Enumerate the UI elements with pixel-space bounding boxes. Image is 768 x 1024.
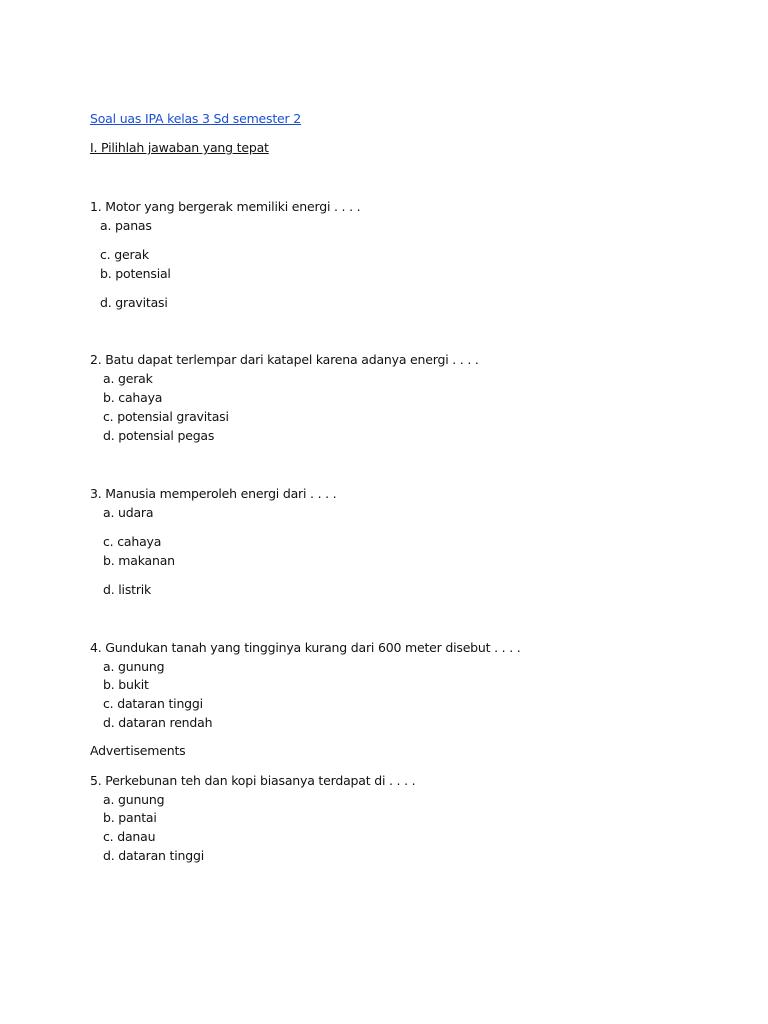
question-5-option-4: d. dataran tinggi <box>103 848 204 863</box>
question-5-option-1: a. gunung <box>103 792 165 807</box>
question-2-option-1: a. gerak <box>103 371 153 386</box>
question-2-option-2: b. cahaya <box>103 390 163 405</box>
question-4-option-3: c. dataran tinggi <box>103 696 203 711</box>
question-4-option-2: b. bukit <box>103 677 149 692</box>
question-1-option-3: b. potensial <box>100 266 171 281</box>
question-2: 2. Batu dapat terlempar dari katapel karena adanya energi . . . . <box>90 352 479 367</box>
question-5: 5. Perkebunan teh dan kopi biasanya terdapat di . . . . <box>90 773 416 788</box>
question-3-option-1: a. udara <box>103 505 154 520</box>
question-2-option-3: c. potensial gravitasi <box>103 409 229 424</box>
document-title-link[interactable]: Soal uas IPA kelas 3 Sd semester 2 <box>90 111 302 126</box>
question-4-option-1: a. gunung <box>103 659 165 674</box>
question-5-option-3: c. danau <box>103 829 156 844</box>
question-2-option-4: d. potensial pegas <box>103 428 215 443</box>
question-1-option-1: a. panas <box>100 218 152 233</box>
question-4: 4. Gundukan tanah yang tingginya kurang dari 600 meter disebut . . . . <box>90 640 521 655</box>
instruction-heading: I. Pilihlah jawaban yang tepat <box>90 140 269 155</box>
question-3-option-2: c. cahaya <box>103 534 162 549</box>
question-4-option-4: d. dataran rendah <box>103 715 213 730</box>
question-3: 3. Manusia memperoleh energi dari . . . . <box>90 486 337 501</box>
question-1: 1. Motor yang bergerak memiliki energi . . . . <box>90 199 361 214</box>
question-5-option-2: b. pantai <box>103 810 157 825</box>
question-3-option-3: b. makanan <box>103 553 175 568</box>
advertisements-label: Advertisements <box>90 743 186 758</box>
question-1-option-2: c. gerak <box>100 247 149 262</box>
question-3-option-4: d. listrik <box>103 582 152 597</box>
question-1-option-4: d. gravitasi <box>100 295 168 310</box>
